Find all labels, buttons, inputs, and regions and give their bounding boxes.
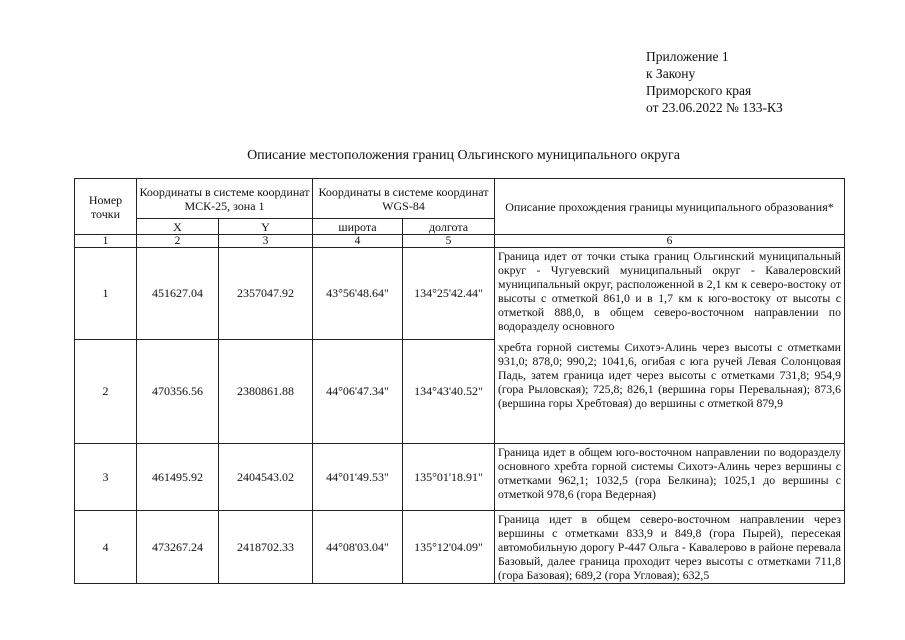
coord-y: 2357047.92 (219, 248, 313, 340)
boundary-description-continued: хребта горной системы Сихотэ-Алинь через высоты с отметками 931,0; 878,0; 990,2; 1041,6, огибая с юга ручей Левая Солонцовая Падь, затем граница идет через высоты с отметками 731,8; 954,9 (гора Рыловская); 725,8; 826,1 (вершина горы Перевальная); 873,6 (вершина горы Хребтовая) до вершины с отметкой 879,9 (495, 339, 845, 444)
approval-line-3: Приморского края (646, 83, 752, 98)
boundary-description: Граница идет в общем северо-восточном направлении через вершины с отметками 833,9 и 849,8 (гора Пырей), пересекая автомобильную дорогу Р-447 Ольга - Кавалерово в районе перевала Базовый, далее граница проходит через высоты с отметками 711,8 (гора Базовая); 689,2 (гора Угловая); 632,5 (495, 511, 845, 584)
coord-longitude: 134°25'42.44" (403, 248, 495, 340)
coord-x: 451627.04 (137, 248, 219, 340)
header-x: X (137, 219, 219, 235)
table-row (75, 248, 845, 340)
header-description: Описание прохождения границы муниципального образования* (495, 179, 845, 235)
approval-line-2: к Закону (646, 66, 696, 81)
column-number: 6 (495, 235, 845, 248)
header-longitude: долгота (403, 219, 495, 235)
coord-longitude: 135°01'18.91" (403, 444, 495, 511)
boundary-description: Граница идет в общем юго-восточном направлении по водоразделу основного хребта горной системы Сихотэ-Алинь через вершины с отметками 962,1; 1032,5 (гора Белкина); 1025,1 до вершины с отметкой 978,6 (гора Ведерная) (495, 444, 845, 511)
point-number: 2 (75, 339, 137, 444)
header-msk-system: Координаты в системе координат МСК-25, зона 1 (137, 179, 313, 219)
coord-y: 2380861.88 (219, 339, 313, 444)
approval-line-1: Приложение 1 (646, 49, 729, 64)
column-number: 3 (219, 235, 313, 248)
coord-latitude: 43°56'48.64" (313, 248, 403, 340)
column-number: 5 (403, 235, 495, 248)
table-row (75, 339, 845, 444)
coord-x: 461495.92 (137, 444, 219, 511)
header-latitude: широта (313, 219, 403, 235)
point-number: 1 (75, 248, 137, 340)
column-number: 2 (137, 235, 219, 248)
boundary-description: Граница идет от точки стыка границ Ольгинский муниципальный округ - Чугуевский муниципальный округ - Кавалеровский муниципальный округ, расположенной в 2,1 км к северо-востоку от высоты с отметкой 861,0 и в 1,7 км к юго-востоку от высоты с отметкой 888,0, в общем северо-восточном направлении по водоразделу основного (495, 248, 845, 340)
coord-longitude: 134°43'40.52" (403, 339, 495, 444)
column-number: 1 (75, 235, 137, 248)
coord-y: 2418702.33 (219, 511, 313, 584)
header-wgs-system: Координаты в системе координат WGS-84 (313, 179, 495, 219)
boundary-table (74, 178, 845, 584)
approval-note (646, 48, 783, 116)
table-row (75, 444, 845, 511)
column-number: 4 (313, 235, 403, 248)
coord-latitude: 44°01'49.53" (313, 444, 403, 511)
point-number: 4 (75, 511, 137, 584)
coord-x: 473267.24 (137, 511, 219, 584)
coord-latitude: 44°06'47.34" (313, 339, 403, 444)
point-number: 3 (75, 444, 137, 511)
table-row (75, 511, 845, 584)
column-number-row (75, 235, 845, 248)
header-y: Y (219, 219, 313, 235)
header-point-number: Номер точки (75, 179, 137, 235)
approval-line-4: от 23.06.2022 № 133-КЗ (646, 100, 783, 115)
document-title: Описание местоположения границ Ольгинского муниципального округа (247, 148, 680, 163)
coord-longitude: 135°12'04.09" (403, 511, 495, 584)
coord-x: 470356.56 (137, 339, 219, 444)
coord-y: 2404543.02 (219, 444, 313, 511)
coord-latitude: 44°08'03.04" (313, 511, 403, 584)
